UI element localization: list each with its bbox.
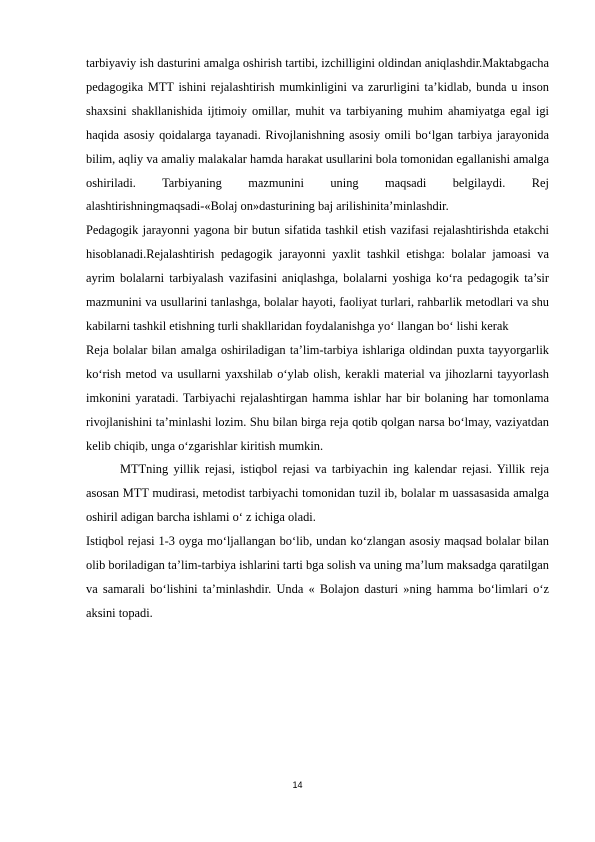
paragraph-perspective-plan: Istiqbol rejasi 1-3 oyga mo‘ljallangan bo‘lib, undan ko‘zlangan asosiy maqsad bolalar bilan olib boriladigan ta’lim-tarbiya ishlarini tarti bga solish va uning ma’lum maksadga qaratilgan va samarali bo‘lishini ta’minlashdir. Unda « Bolajon dasturi »ning hamma bo‘limlari o‘z aksini topadi. <box>86 534 549 620</box>
paragraph-annual-plan: MTTning yillik rejasi, istiqbol rejasi va tarbiyachin ing kalendar rejasi. Yillik reja asosan MTT mudirasi, metodist tarbiyachi tomonidan tuzil ib, bolalar m uassasasida amalga oshiril adigan barcha ishlami o‘ z ichiga oladi. <box>86 462 549 525</box>
page-number: 14 <box>292 780 303 790</box>
document-body <box>86 52 549 626</box>
paragraph-planning-definition: tarbiyaviy ish dasturini amalga oshirish tartibi, izchilligini oldindan aniqlashdir.Maktabgacha pedagogika MTT ishini rejalashtirish mumkinligini va zarurligini ta’kidlab, bunda u inson shaxsini shakllanishida ijtimoiy omillar, muhit va tarbiyaning muhim ahamiyatga egal igi haqida asosiy qoidalarga tayanadi. Rivojlanishning asosiy omili bo‘lgan tarbiya jarayonida bilim, aqliy va amaliy malakalar hamda harakat usullarini bola tomonidan egallanishi amalga oshiriladi. Tarbiyaning mazmunini uning maqsadi belgilaydi. Rej alashtirishningmaqsadi-«Bolaj on»dasturining baj arilishinita’minlashdir. <box>86 56 549 214</box>
paragraph-pedagogical-process: Pedagogik jarayonni yagona bir butun sifatida tashkil etish vazifasi rejalashtirishda etakchi hisoblanadi.Rejalashtirish pedagogik jarayonni yaxlit tashkil etishga: bolalar jamoasi va ayrim bolalarni tarbiyalash vazifasini aniqlashga, bolalarni yoshiga ko‘ra pedagogik ta’sir mazmunini va usullarini tanlashga, bolalar hayoti, faoliyat turlari, rahbarlik metodlari va shu kabilarni tashkil etishning turli shakllaridan foydalanishga yo‘ llangan bo‘ lishi kerak <box>86 223 549 333</box>
paragraph-plan-preparation: Reja bolalar bilan amalga oshiriladigan ta’lim-tarbiya ishlariga oldindan puxta tayyorgarlik ko‘rish metod va usullarni yaxshilab o‘ylab olish, kerakli material va jihozlarni tayyorlash imkonini yaratadi. Tarbiyachi rejalashtirgan hamma ishlar har bir bolaning har tomonlama rivojlanishini ta’minlashi lozim. Shu bilan birga reja qotib qolgan narsa bo‘lmay, vaziyatdan kelib chiqib, unga o‘zgarishlar kiritish mumkin. <box>86 342 549 453</box>
